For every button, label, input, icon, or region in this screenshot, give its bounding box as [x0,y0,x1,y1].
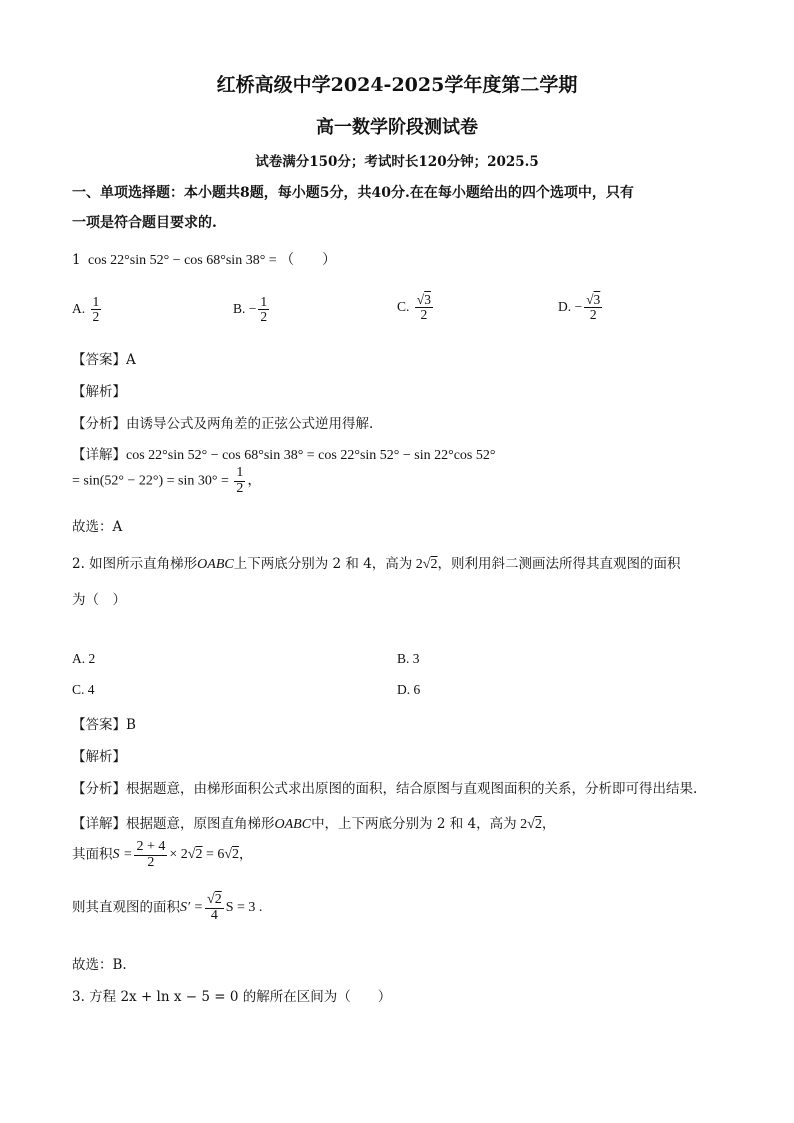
q2-stem-line1: 2. 如图所示直角梯形OABC上下两底分别为 2 和 4，高为 2√2，则利用斜二测画法所得其直观图的面积 [72,556,681,572]
q1-option-c: C. $\frac{√3}{2}$ [397,292,431,323]
q2-area-line: 其面积S = $\frac{2 + 4}{2}$ × 2√2 = 6√2， [72,839,253,870]
q2-fenxi: 【分析】根据题意，由梯形面积公式求出原图的面积，结合原图与直观图面积的关系，分析即可得出结果. [72,781,698,797]
q1-choose: 故选：A [72,519,123,535]
exam-title: 红桥高级中学2024-2025学年度第二学期 [216,74,578,96]
q2-option-d: D. 6 [397,682,421,697]
q2-stem-line2: 为（ ） [72,592,126,608]
q2-choose: 故选：B. [72,957,127,973]
q2-view-area-line: 则其直观图的面积S′ = $\frac{√2}{4}$ S = 3 . [72,892,263,923]
exam-subtitle: 高一数学阶段测试卷 [316,117,478,138]
section-heading-line2: 一项是符合题目要求的. [72,215,217,231]
q1-option-d: D. − $\frac{√3}{2}$ [558,292,601,323]
q1-number: 1 [72,252,81,268]
section-heading-line1: 一、单项选择题：本小题共8题，每小题5分，共40分.在在每小题给出的四个选项中，只有 [72,185,634,201]
q2-answer: 【答案】B [72,717,136,733]
q2-option-b: B. 3 [397,651,420,666]
q1-fenxi: 【分析】由诱导公式及两角差的正弦公式逆用得解. [72,416,374,432]
q1-option-b: B. − $\frac{1}{2}$ [233,294,268,325]
q2-xiangjie: 【详解】根据题意，原图直角梯形OABC中，上下两底分别为 2 和 4，高为 2√2， [72,816,556,832]
q1-xiangjie: 【详解】cos 22°sin 52° − cos 68°sin 38° = cos 22°sin 52° − sin 22°cos 52° [72,447,496,463]
q1-jiexi: 【解析】 [72,384,126,400]
exam-info: 试卷满分150分；考试时长120分钟；2025.5 [255,154,539,170]
q1-option-a: A. $\frac{1}{2}$ [72,294,100,325]
q1-xiangjie-line2: = sin(52° − 22°) = sin 30° = $\frac{1}{2}$ ， [72,465,262,496]
q1-answer: 【答案】A [72,352,136,368]
q1-stem: cos 22°sin 52° − cos 68°sin 38° = （ ） [88,253,337,268]
q2-jiexi: 【解析】 [72,749,126,765]
q2-option-c: C. 4 [72,682,95,697]
q3-stem: 3. 方程 2x + ln x − 5 = 0 的解所在区间为（ ） [72,989,392,1005]
q2-option-a: A. 2 [72,651,96,666]
